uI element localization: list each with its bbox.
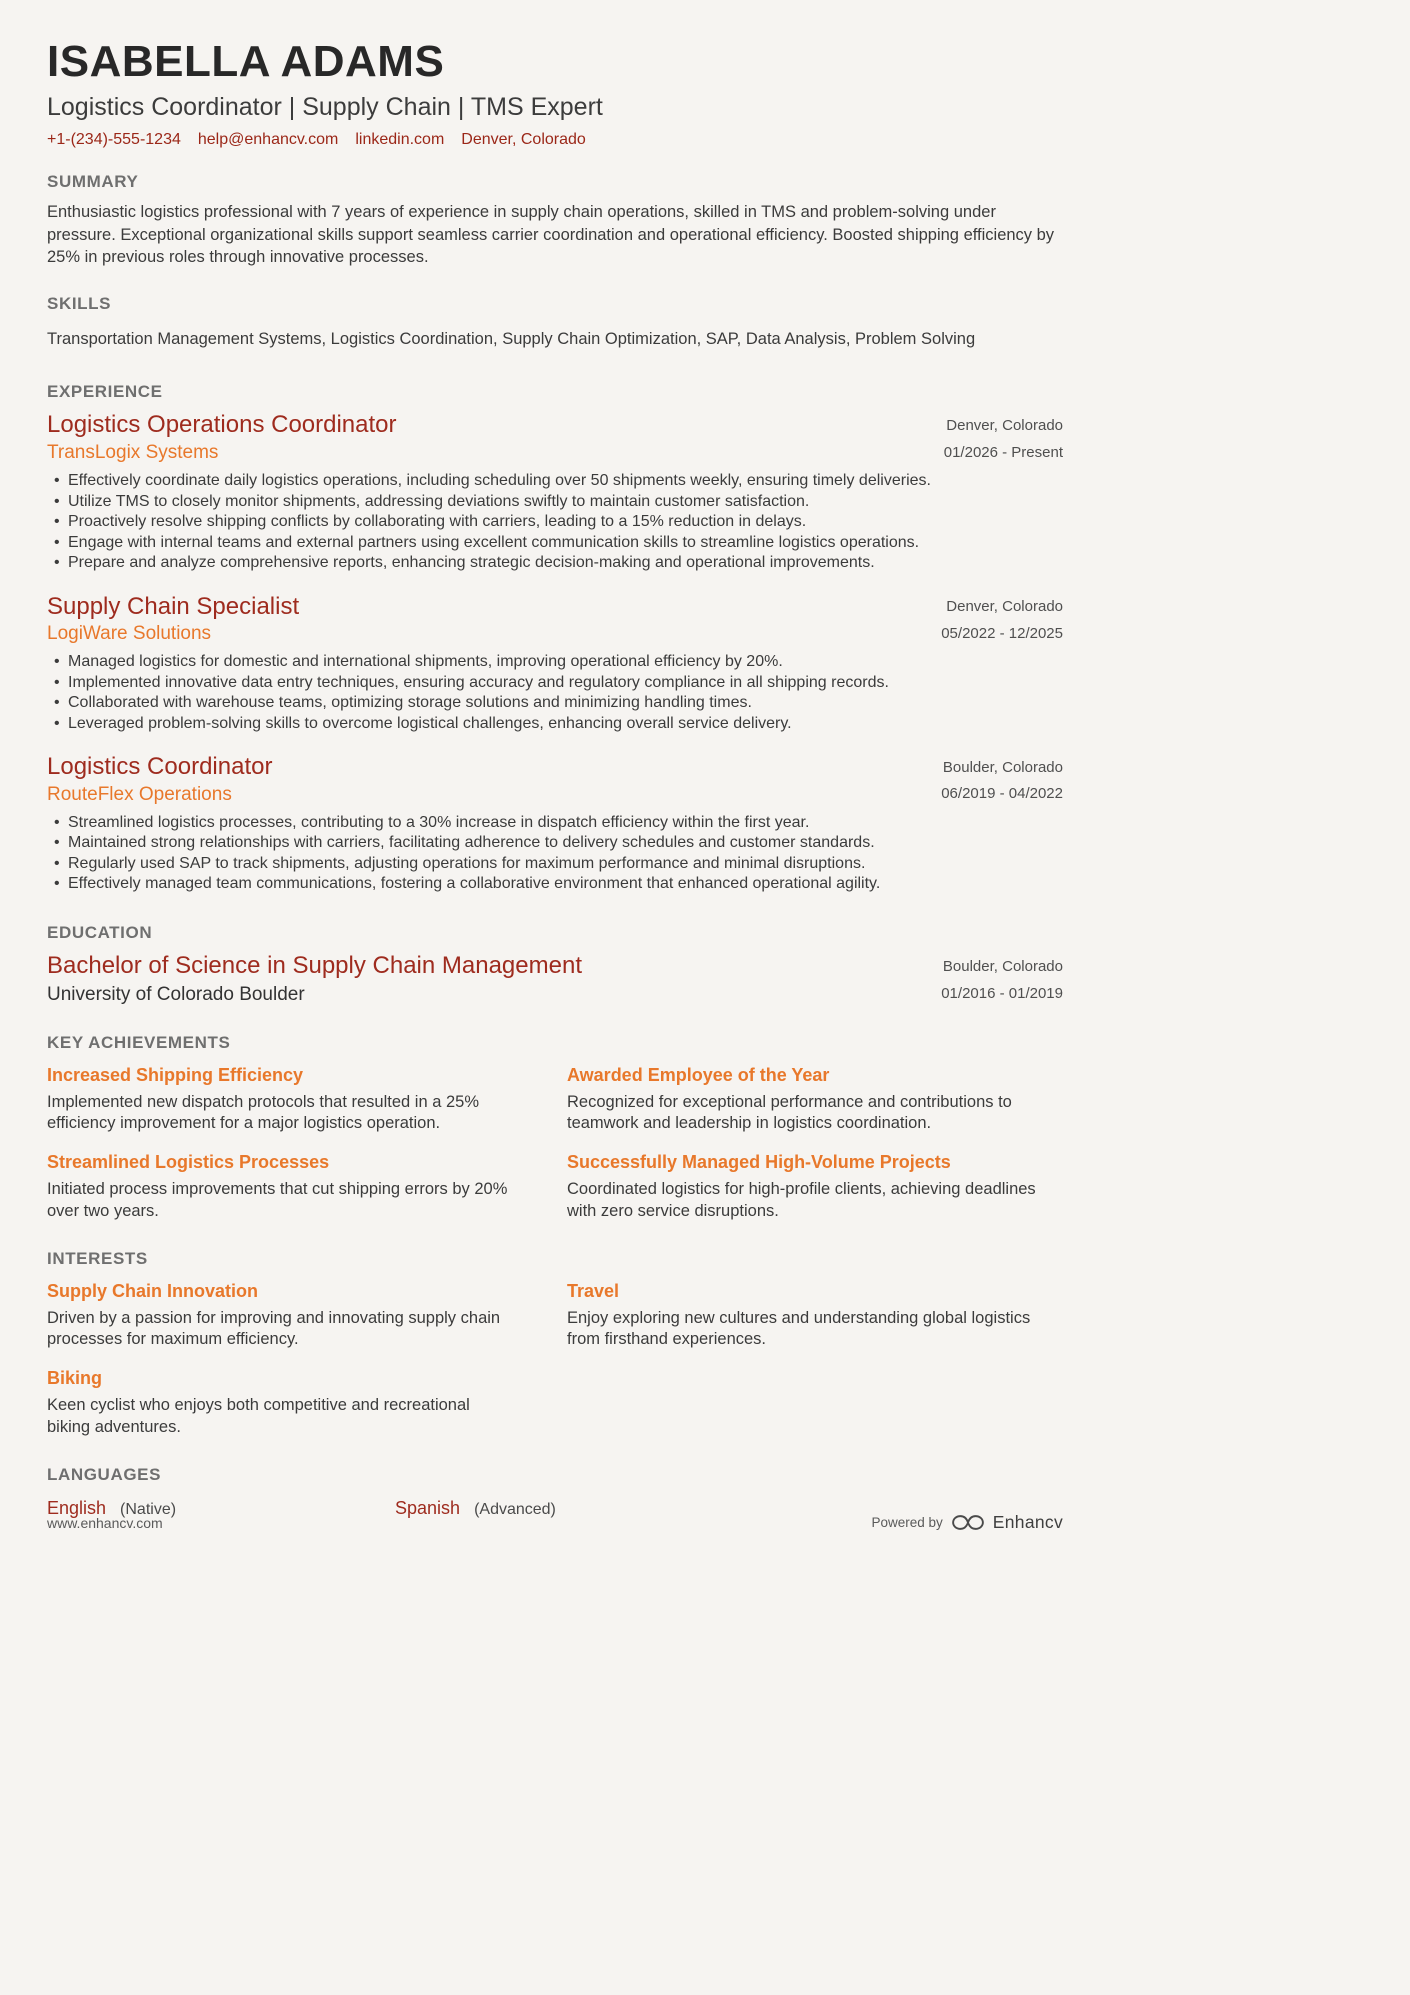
location-text: Denver, Colorado	[461, 131, 586, 149]
job-company-row	[47, 439, 1063, 465]
bullet: • Utilize TMS to closely monitor shipments, addressing deviations swiftly to maintain customer satisfaction.	[47, 492, 1063, 513]
linkedin-link[interactable]: linkedin.com	[355, 131, 445, 149]
interest-title: Biking	[47, 1368, 103, 1389]
company-name: TransLogix Systems	[47, 442, 219, 464]
contact-row	[47, 131, 1063, 149]
experience-entry	[47, 412, 1063, 573]
company-name: RouteFlex Operations	[47, 784, 232, 806]
achievement-item	[567, 1152, 1063, 1223]
achievement-title: Successfully Managed High-Volume Projects	[567, 1152, 951, 1173]
headline: Logistics Coordinator | Supply Chain | TMS Expert	[47, 92, 603, 121]
experience-section	[47, 382, 1063, 895]
experience-entry	[47, 594, 1063, 735]
summary-text: Enthusiastic logistics professional with 7 years of experience in supply chain operations, skilled in TMS and problem-solving under pressure. Exceptional organizational skills support seamless carrier coordination and operational efficiency. Boosted shipping efficiency by 25% in previous roles through innovative processes.	[47, 203, 1055, 266]
page-footer	[47, 1512, 1063, 1533]
candidate-name: ISABELLA ADAMS	[47, 37, 445, 86]
enhancv-brand: Enhancv	[992, 1512, 1063, 1532]
education-entry	[47, 953, 1063, 1007]
bullet: • Effectively managed team communications, fostering a collaborative environment that enhanced operational agility.	[47, 874, 1063, 895]
language-name: English	[47, 1497, 107, 1518]
bullet: • Leveraged problem-solving skills to overcome logistical challenges, enhancing overall service delivery.	[47, 714, 1063, 735]
job-dates: 06/2019 - 04/2022	[941, 785, 1063, 803]
achievement-item	[47, 1065, 517, 1136]
summary-section	[47, 172, 1063, 268]
achievements-grid	[47, 1065, 1063, 1223]
languages-section	[47, 1465, 1063, 1519]
job-dates: 01/2026 - Present	[943, 443, 1063, 461]
achievement-item	[567, 1065, 1063, 1136]
interest-item	[47, 1368, 517, 1439]
interest-item	[567, 1281, 1063, 1352]
skills-section	[47, 294, 1063, 350]
company-name: LogiWare Solutions	[47, 623, 212, 645]
achievements-heading: KEY ACHIEVEMENTS	[47, 1032, 231, 1052]
bullet: • Streamlined logistics processes, contributing to a 30% increase in dispatch efficiency within the first year.	[47, 813, 1063, 834]
job-location: Boulder, Colorado	[942, 759, 1063, 777]
bullet: • Regularly used SAP to track shipments, adjusting operations for maximum performance and minimal disruptions.	[47, 854, 1063, 875]
interest-text: Keen cyclist who enjoys both competitive and recreational biking adventures.	[47, 1396, 470, 1436]
language-level: (Advanced)	[474, 1500, 556, 1518]
bullet: • Engage with internal teams and external partners using excellent communication skills to streamline logistics operations.	[47, 533, 1063, 554]
achievement-text: Implemented new dispatch protocols that resulted in a 25% efficiency improvement for a major logistics operation.	[47, 1092, 479, 1133]
job-title: Supply Chain Specialist	[47, 592, 300, 620]
powered-by	[872, 1512, 1064, 1533]
interest-title: Supply Chain Innovation	[47, 1280, 258, 1301]
achievements-section	[47, 1033, 1063, 1223]
email-link[interactable]: help@enhancv.com	[197, 131, 339, 149]
achievement-text: Recognized for exceptional performance and contributions to teamwork and leadership in logistics coordination.	[567, 1092, 1012, 1133]
interests-grid	[47, 1281, 1063, 1439]
languages-heading: LANGUAGES	[47, 1464, 162, 1484]
skills-heading: SKILLS	[47, 294, 112, 314]
skills-list: Transportation Management Systems, Logistics Coordination, Supply Chain Optimization, SAP, Data Analysis, Problem Solving	[47, 330, 976, 349]
resume-content	[47, 38, 1063, 1519]
job-title-row	[47, 594, 1063, 621]
achievement-text: Coordinated logistics for high-profile clients, achieving deadlines with zero service disruptions.	[567, 1180, 1036, 1220]
education-section	[47, 923, 1063, 1007]
website-link[interactable]: www.enhancv.com	[47, 1514, 163, 1531]
powered-by-label: Powered by	[871, 1515, 943, 1530]
job-bullets	[47, 652, 1063, 734]
job-location: Denver, Colorado	[946, 417, 1063, 435]
interest-text: Driven by a passion for improving and innovating supply chain processes for maximum efficiency.	[47, 1308, 501, 1349]
achievement-text: Initiated process improvements that cut shipping errors by 20% over two years.	[47, 1180, 508, 1220]
bullet: • Collaborated with warehouse teams, optimizing storage solutions and minimizing handling times.	[47, 693, 1063, 714]
language-name: Spanish	[395, 1497, 461, 1518]
language-level: (Native)	[120, 1500, 177, 1518]
achievement-title: Awarded Employee of the Year	[567, 1064, 830, 1085]
bullet: • Prepare and analyze comprehensive reports, enhancing strategic decision-making and operational improvements.	[47, 553, 1063, 574]
achievement-item	[47, 1152, 517, 1223]
experience-heading: EXPERIENCE	[47, 382, 163, 402]
job-title: Logistics Operations Coordinator	[47, 411, 397, 439]
school-name: University of Colorado Boulder	[47, 983, 305, 1005]
job-company-row	[47, 781, 1063, 807]
job-dates: 05/2022 - 12/2025	[941, 624, 1063, 642]
bullet: • Proactively resolve shipping conflicts by collaborating with carriers, leading to a 15% reduction in delays.	[47, 512, 1063, 533]
degree-title: Bachelor of Science in Supply Chain Management	[47, 951, 582, 979]
experience-entry	[47, 754, 1063, 895]
interests-section	[47, 1249, 1063, 1439]
enhancv-logo-icon	[952, 1514, 984, 1531]
bullet: • Effectively coordinate daily logistics operations, including scheduling over 50 shipments weekly, ensuring timely deliveries.	[47, 471, 1063, 492]
job-title: Logistics Coordinator	[47, 753, 273, 781]
bullet: • Implemented innovative data entry techniques, ensuring accuracy and regulatory compliance in all shipping records.	[47, 673, 1063, 694]
job-bullets	[47, 471, 1063, 574]
job-location: Denver, Colorado	[946, 598, 1063, 616]
achievement-title: Increased Shipping Efficiency	[47, 1064, 304, 1085]
interests-heading: INTERESTS	[47, 1248, 148, 1268]
bullet: • Managed logistics for domestic and international shipments, improving operational efficiency by 20%.	[47, 652, 1063, 673]
school-row	[47, 980, 1063, 1007]
interest-title: Travel	[567, 1280, 620, 1301]
achievement-title: Streamlined Logistics Processes	[47, 1152, 330, 1173]
job-company-row	[47, 620, 1063, 646]
interest-item	[47, 1281, 517, 1352]
phone-number: +1-(234)-555-1234	[47, 131, 181, 149]
interest-text: Enjoy exploring new cultures and understanding global logistics from firsthand experiences.	[567, 1308, 1031, 1349]
education-dates: 01/2016 - 01/2019	[941, 984, 1063, 1002]
education-heading: EDUCATION	[47, 922, 153, 942]
summary-heading: SUMMARY	[47, 172, 139, 192]
degree-row	[47, 953, 1063, 980]
job-title-row	[47, 412, 1063, 439]
job-bullets	[47, 813, 1063, 895]
bullet: • Maintained strong relationships with carriers, facilitating adherence to delivery schedules and customer standards.	[47, 833, 1063, 854]
education-location: Boulder, Colorado	[942, 957, 1063, 975]
job-title-row	[47, 754, 1063, 781]
